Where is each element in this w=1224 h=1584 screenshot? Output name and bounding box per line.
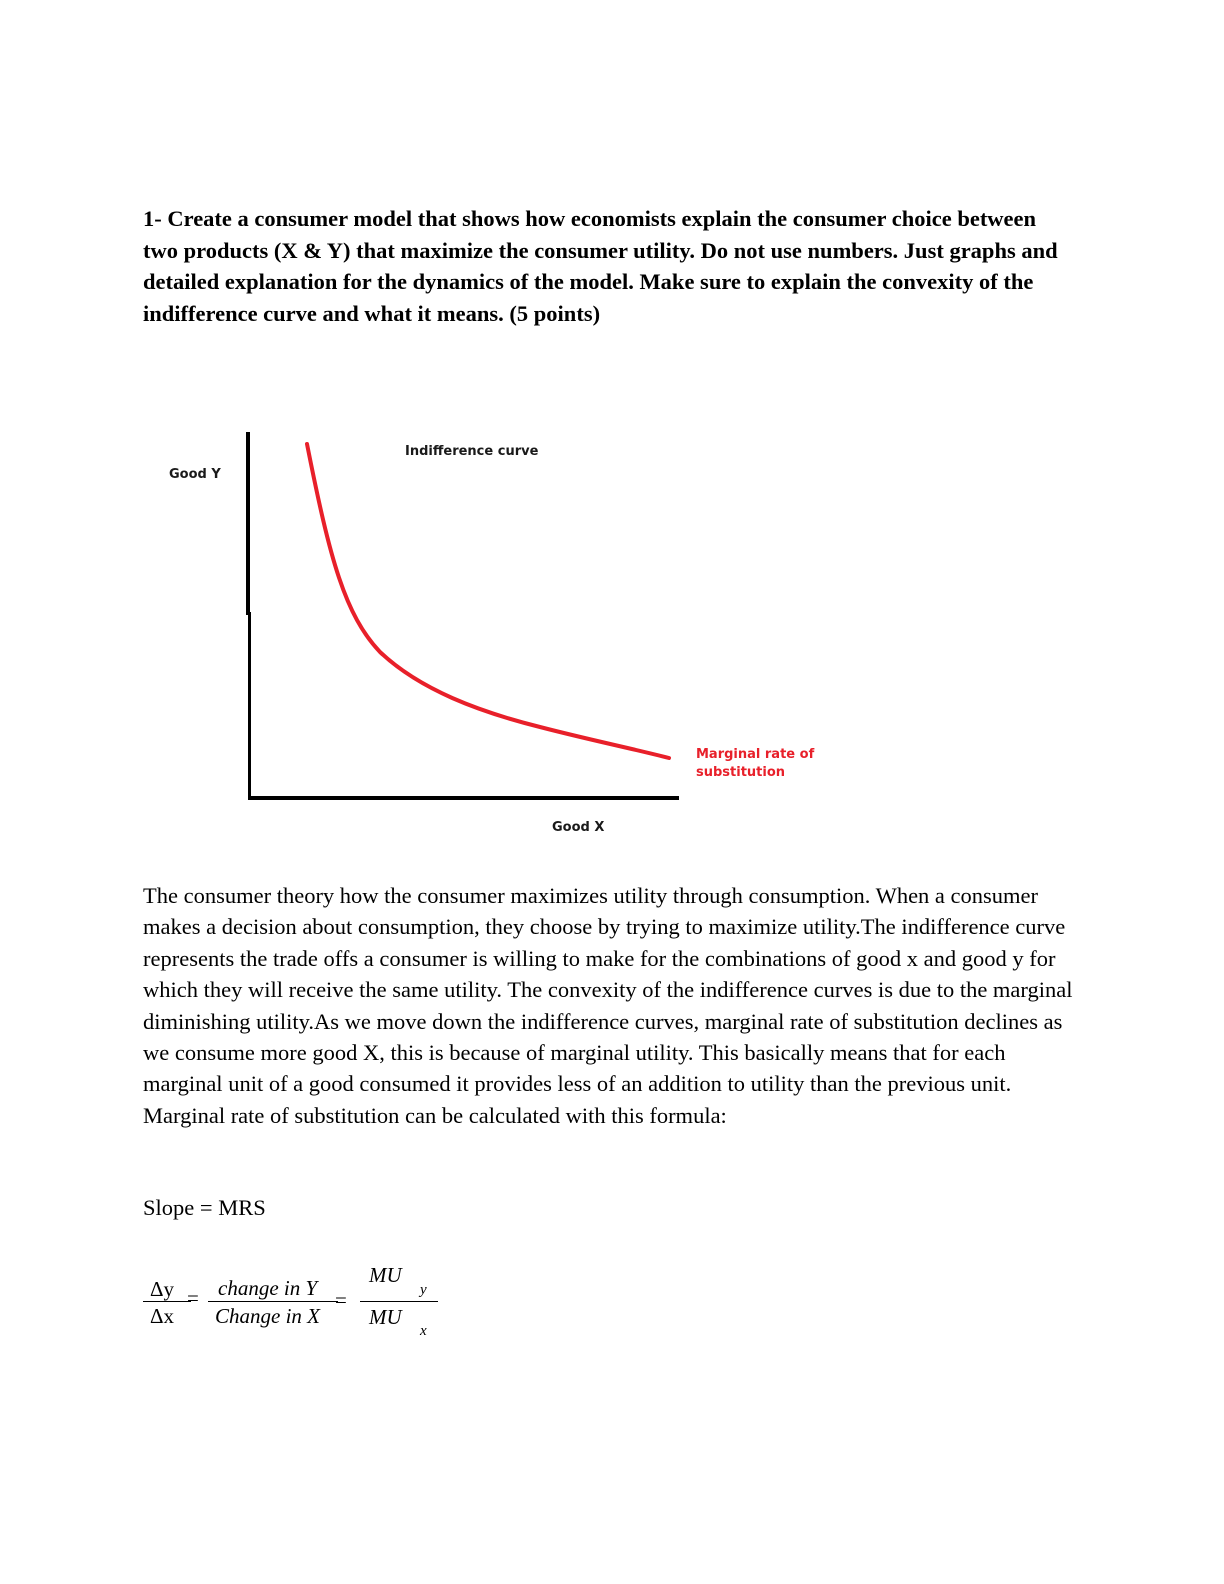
- mrs-label: Marginal rate of substitution: [696, 747, 815, 780]
- slope-equation: Slope = MRS: [143, 1195, 266, 1220]
- delta-y: Δy: [150, 1277, 175, 1301]
- fraction-bar-2: [208, 1301, 338, 1302]
- curve-label: Indifference curve: [405, 444, 539, 459]
- mu-numerator: MU: [369, 1263, 402, 1287]
- equals-2: =: [335, 1288, 347, 1312]
- fraction-bar-1: [143, 1301, 191, 1302]
- change-in-x: Change in X: [215, 1304, 320, 1328]
- answer-paragraph: The consumer theory how the consumer maximizes utility through consumption. When a consumer makes a decision about consumption, they choose by trying to maximize utility.The indifference curve represents the trade offs a consumer is willing to make for the combinations of good x and good y for which they will receive the same utility. The convexity of the indifference curves is due to the marginal diminishing utility.As we move down the indifference curves, marginal rate of substitution declines as we consume more good X, this is because of marginal utility. This basically means that for each marginal unit of a good consumed it provides less of an addition to utility than the previous unit. Marginal rate of substitution can be calculated with this formula:: [143, 883, 1073, 1128]
- mu-denominator: MU: [369, 1305, 402, 1329]
- fraction-bar-3: [360, 1301, 438, 1302]
- question-text: 1- Create a consumer model that shows how economists explain the consumer choice between two products (X & Y) that maximize the consumer utility. Do not use numbers. Just graphs and detailed explanation for the dynamics of the model. Make sure to explain the convexity of the indifference curve and what it means. (5 points): [143, 206, 1058, 326]
- change-in-y: change in Y: [218, 1276, 318, 1300]
- subscript-x: x: [420, 1323, 427, 1339]
- equals-1: =: [187, 1286, 199, 1310]
- delta-x: Δx: [150, 1304, 175, 1328]
- y-axis-label: Good Y: [169, 467, 221, 482]
- x-axis-label: Good X: [552, 820, 605, 835]
- subscript-y: y: [420, 1282, 427, 1298]
